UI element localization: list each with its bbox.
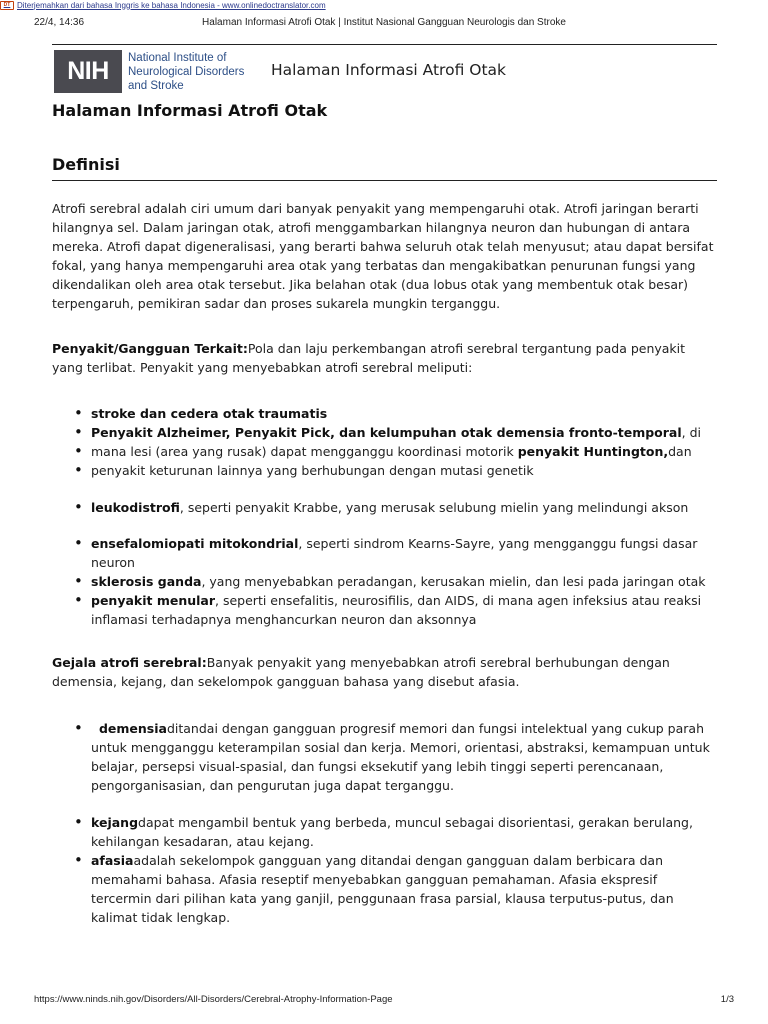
translator-logo-icon: DT <box>0 1 14 10</box>
header-divider <box>52 44 717 45</box>
disease-name: penyakit menular <box>91 593 216 608</box>
symptom-description: dapat mengambil bentuk yang berbeda, muncul sebagai disorientasi, gerakan berulang, kehilangan kesadaran, atau kejang. <box>91 815 693 849</box>
disease-description: penyakit keturunan lainnya yang berhubungan dengan mutasi genetik <box>91 463 534 478</box>
logo-name-line: Neurological Disorders <box>128 65 245 78</box>
disease-description: , seperti sindrom Kearns-Sayre, yang mengganggu fungsi dasar neuron <box>91 536 698 570</box>
ninds-logo[interactable] <box>54 50 244 93</box>
disease-list <box>74 498 717 517</box>
page-content <box>52 98 717 927</box>
disease-name: sklerosis ganda <box>91 574 202 589</box>
related-disorders-text: Pola dan laju perkembangan atrofi serebral tergantung pada penyakit yang terlibat. Penyakit yang menyebabkan atrofi serebral meliputi: <box>52 341 686 375</box>
logo-name-line: and Stroke <box>128 79 184 92</box>
source-url[interactable]: https://www.ninds.nih.gov/Disorders/All-Disorders/Cerebral-Atrophy-Information-Page <box>34 994 393 1005</box>
disease-list <box>74 534 717 629</box>
list-item <box>74 404 717 423</box>
page-number: 1/3 <box>720 994 734 1005</box>
page-title: Halaman Informasi Atrofi Otak <box>52 101 328 120</box>
definition-text: Atrofi serebral adalah ciri umum dari banyak penyakit yang mempengaruhi otak. Atrofi jaringan berarti hilangnya sel. Dalam jaringan otak, atrofi menggambarkan hilangnya neuron dan hubungan di antara mereka. Atrofi dapat digeneralisasi, yang berarti bahwa seluruh otak telah menyusut; atau dapat bersifat fokal, yang hanya mempengaruhi area otak yang terbatas dan mengakibatkan penurunan fungsi yang dikendalikan oleh area otak tersebut. Jika belahan otak (dua lobus otak yang membentuk otak besar) terpengaruh, pemikiran sadar dan proses sukarela mungkin terganggu. <box>52 201 714 311</box>
disease-description: , seperti penyakit Krabbe, yang merusak selubung mielin yang melindungi akson <box>179 500 689 515</box>
list-item <box>74 591 717 629</box>
print-datetime: 22/4, 14:36 <box>34 17 85 28</box>
list-item <box>74 461 717 480</box>
print-document-title: Halaman Informasi Atrofi Otak | Institut Nasional Gangguan Neurologis dan Stroke <box>202 17 566 28</box>
nih-logo-mark: NIH <box>54 50 122 93</box>
symptom-description: adalah sekelompok gangguan yang ditandai dengan gangguan dalam berbicara dan memahami bahasa. Afasia reseptif menyebabkan gangguan pemahaman. Afasia ekspresif tercermin dari pilihan kata yang ganjil, penggunaan frasa parsial, klausa terputus-putus, dan kalimat tidak lengkap. <box>91 853 674 925</box>
symptom-description: ditandai dengan gangguan progresif memori dan fungsi intelektual yang cukup parah untuk mengganggu keterampilan sosial dan kerja. Memori, orientasi, abstraksi, kemampuan untuk belajar, persepsi visual-spasial, dan fungsi eksekutif yang lebih tinggi seperti perencanaan, pengorganisasian, dan pengurutan juga dapat terganggu. <box>91 721 710 793</box>
disease-description: , yang menyebabkan peradangan, kerusakan mielin, dan lesi pada jaringan otak <box>201 574 706 589</box>
disease-name: ensefalomiopati mitokondrial <box>91 536 299 551</box>
list-item <box>74 572 717 591</box>
disease-description: dan <box>668 444 692 459</box>
list-item <box>74 719 717 795</box>
disease-name: leukodistrofi <box>91 500 180 515</box>
disease-name: penyakit Huntington, <box>517 444 669 459</box>
header-page-title: Halaman Informasi Atrofi Otak <box>271 61 507 79</box>
symptom-list <box>74 813 717 927</box>
symptom-name: afasia <box>91 853 134 868</box>
symptom-name: demensia <box>98 721 167 736</box>
list-item <box>74 498 717 517</box>
disease-description: mana lesi (area yang rusak) dapat mengganggu koordinasi motorik <box>91 444 518 459</box>
disease-description: , seperti ensefalitis, neurosifilis, dan AIDS, di mana agen infeksius atau reaksi inflamasi terhadapnya menghancurkan neuron dan aksonnya <box>91 593 702 627</box>
list-item <box>74 813 717 851</box>
ninds-logo-name <box>128 51 244 93</box>
list-item <box>74 534 717 572</box>
list-item <box>74 423 717 442</box>
related-disorders-label: Penyakit/Gangguan Terkait: <box>52 341 248 356</box>
symptom-list <box>74 719 717 795</box>
logo-name-line: National Institute of <box>128 51 227 64</box>
disease-name: Penyakit Alzheimer, Penyakit Pick, dan kelumpuhan otak demensia fronto-temporal <box>91 425 682 440</box>
definition-heading: Definisi <box>52 154 717 181</box>
disease-name: stroke dan cedera otak traumatis <box>91 406 328 421</box>
list-item <box>74 851 717 927</box>
symptoms-text: Banyak penyakit yang menyebabkan atrofi serebral berhubungan dengan demensia, kejang, dan sekelompok gangguan bahasa yang disebut afasia. <box>52 655 670 689</box>
translator-banner[interactable] <box>0 0 326 10</box>
translator-banner-text[interactable]: Diterjemahkan dari bahasa Inggris ke bahasa Indonesia - www.onlinedoctranslator.com <box>17 0 326 10</box>
symptom-name: kejang <box>91 815 139 830</box>
related-disorders-paragraph <box>52 339 717 377</box>
list-item <box>74 442 717 461</box>
disease-list <box>74 404 717 480</box>
disease-description: , di <box>681 425 702 440</box>
symptoms-label: Gejala atrofi serebral: <box>52 655 207 670</box>
symptoms-paragraph <box>52 653 717 691</box>
